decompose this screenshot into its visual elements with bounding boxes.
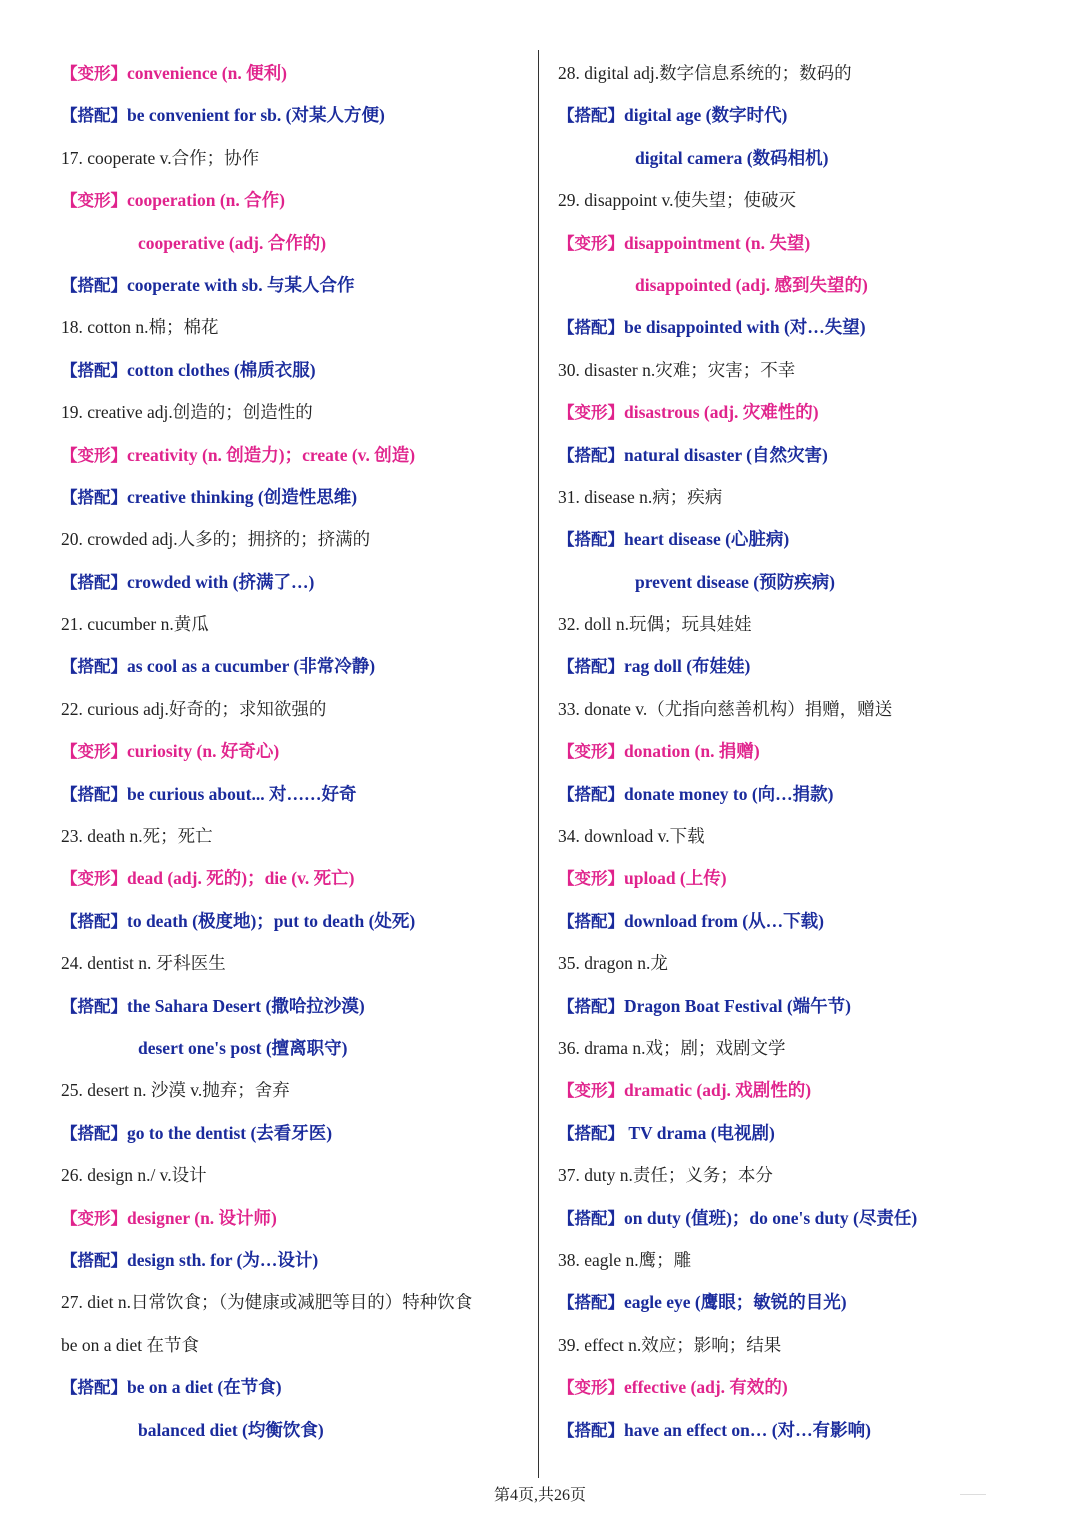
vocab-line (558, 1366, 1058, 1408)
form-tag: 【变形】 (558, 233, 624, 253)
entry-text: 32. doll n.玩偶；玩具娃娃 (558, 614, 752, 635)
vocab-line (61, 645, 529, 687)
collocation-tag: 【搭配】 (558, 1420, 624, 1440)
collocation-text: rag doll (布娃娃) (624, 656, 751, 677)
entry-text: 25. desert n. 沙漠 v.抛弃；舍弃 (61, 1080, 290, 1101)
entry-text: 20. crowded adj.人多的；拥挤的；挤满的 (61, 529, 371, 550)
form-text: disappointed (adj. 感到失望的) (635, 274, 868, 295)
vocab-line (61, 773, 529, 815)
form-text: convenience (n. 便利) (127, 63, 287, 83)
form-text: creativity (n. 创造力)；create (v. 创造) (127, 444, 416, 465)
form-text: designer (n. 设计师) (127, 1207, 277, 1228)
collocation-text: the Sahara Desert (撒哈拉沙漠) (127, 995, 365, 1016)
entry-text: 17. cooperate v.合作；协作 (61, 147, 260, 168)
collocation-text: digital camera (数码相机) (635, 147, 829, 168)
vocab-line (558, 1027, 1058, 1069)
vocab-line (61, 476, 529, 518)
form-tag: 【变形】 (61, 869, 127, 889)
form-text: disastrous (adj. 灾难性的) (624, 402, 819, 423)
vocab-line (558, 603, 1058, 645)
vocab-line (558, 1324, 1058, 1366)
form-text: dramatic (adj. 戏剧性的) (624, 1080, 812, 1101)
form-text: disappointment (n. 失望) (624, 232, 811, 253)
entry-text: 26. design n./ v.设计 (61, 1165, 207, 1186)
collocation-text: prevent disease (预防疾病) (635, 571, 835, 592)
vocab-line (558, 1112, 1058, 1154)
vocab-line (61, 1409, 529, 1451)
collocation-tag: 【搭配】 (61, 106, 127, 126)
collocation-text: to death (极度地)；put to death (处死) (127, 910, 416, 931)
vocab-line (61, 603, 529, 645)
vocab-line (558, 306, 1058, 348)
vocab-line (61, 815, 529, 857)
vocab-line (558, 773, 1058, 815)
collocation-text: go to the dentist (去看牙医) (127, 1122, 333, 1143)
collocation-text: as cool as a cucumber (非常冷静) (127, 656, 376, 677)
vocab-line (61, 518, 529, 560)
collocation-tag: 【搭配】 (61, 360, 127, 380)
entry-text: 29. disappoint v.使失望；使破灭 (558, 190, 797, 211)
form-text: dead (adj. 死的)；die (v. 死亡) (127, 868, 355, 889)
page-footer: 第4页,共26页 (493, 1487, 586, 1504)
vocab-line (558, 857, 1058, 899)
column-divider (538, 50, 539, 1478)
collocation-tag: 【搭配】 (558, 1208, 624, 1228)
collocation-text: crowded with (挤满了…) (127, 571, 315, 592)
entry-text: 30. disaster n.灾难；灾害；不幸 (558, 359, 796, 380)
collocation-text: creative thinking (创造性思维) (127, 486, 358, 507)
right-column (558, 52, 1058, 1451)
entry-text: 31. disease n.病；疾病 (558, 486, 723, 507)
collocation-text: be on a diet (在节食) (127, 1377, 282, 1398)
entry-text: 33. donate v.（尤指向慈善机构）捐赠，赠送 (558, 698, 893, 719)
vocab-line (558, 815, 1058, 857)
vocab-line (61, 900, 529, 942)
form-text: donation (n. 捐赠) (624, 741, 760, 762)
form-tag: 【变形】 (61, 191, 127, 211)
collocation-text: eagle eye (鹰眼；敏锐的目光) (624, 1292, 847, 1313)
vocab-line (61, 985, 529, 1027)
collocation-text: be disappointed with (对…失望) (624, 317, 866, 338)
collocation-tag: 【搭配】 (558, 996, 624, 1016)
collocation-text: have an effect on… (对…有影响) (624, 1419, 871, 1440)
vocab-line (558, 264, 1058, 306)
vocab-line (558, 518, 1058, 560)
vocab-line (61, 1069, 529, 1111)
entry-text: 23. death n.死；死亡 (61, 826, 213, 847)
vocab-line (558, 1069, 1058, 1111)
collocation-tag: 【搭配】 (558, 1123, 624, 1143)
entry-text: 34. download v.下载 (558, 826, 705, 847)
collocation-tag: 【搭配】 (558, 530, 624, 550)
entry-text: 21. cucumber n.黄瓜 (61, 614, 209, 635)
entry-text: 22. curious adj.好奇的；求知欲强的 (61, 698, 327, 719)
form-tag: 【变形】 (558, 742, 624, 762)
collocation-tag: 【搭配】 (558, 318, 624, 338)
vocab-line (61, 1239, 529, 1281)
vocab-line (61, 1197, 529, 1239)
vocab-line (61, 942, 529, 984)
entry-text: 24. dentist n. 牙科医生 (61, 953, 226, 974)
collocation-text: Dragon Boat Festival (端午节) (624, 995, 851, 1016)
entry-text: be on a diet 在节食 (61, 1334, 200, 1355)
collocation-text: cooperate with sb. 与某人合作 (127, 274, 355, 295)
entry-text: 27. diet n.日常饮食；（为健康或减肥等目的）特种饮食 (61, 1292, 473, 1313)
collocation-text: TV drama (电视剧) (624, 1122, 775, 1143)
vocab-line (61, 94, 529, 136)
collocation-text: balanced diet (均衡饮食) (138, 1419, 324, 1440)
vocab-line (61, 1027, 529, 1069)
left-column (61, 52, 529, 1451)
form-tag: 【变形】 (558, 869, 624, 889)
vocab-line (558, 1154, 1058, 1196)
vocab-line (558, 94, 1058, 136)
vocab-line (558, 730, 1058, 772)
form-text: cooperation (n. 合作) (127, 190, 285, 211)
entry-text: 35. dragon n.龙 (558, 953, 668, 974)
collocation-tag: 【搭配】 (61, 1250, 127, 1270)
collocation-tag: 【搭配】 (61, 572, 127, 592)
vocab-line (558, 476, 1058, 518)
form-tag: 【变形】 (61, 445, 127, 465)
vocab-line (61, 391, 529, 433)
form-tag: 【变形】 (61, 742, 127, 762)
collocation-text: be curious about... 对……好奇 (127, 783, 357, 804)
entry-text: 28. digital adj.数字信息系统的；数码的 (558, 63, 852, 83)
vocab-line (558, 900, 1058, 942)
vocab-line (61, 561, 529, 603)
vocab-line (61, 1112, 529, 1154)
vocab-line (61, 857, 529, 899)
vocab-line (61, 730, 529, 772)
vocab-line (558, 985, 1058, 1027)
collocation-tag: 【搭配】 (61, 275, 127, 295)
collocation-tag: 【搭配】 (61, 1123, 127, 1143)
collocation-text: cotton clothes (棉质衣服) (127, 359, 316, 380)
collocation-tag: 【搭配】 (61, 911, 127, 931)
entry-text: 39. effect n.效应；影响；结果 (558, 1334, 782, 1355)
vocab-line (558, 561, 1058, 603)
vocab-line (558, 391, 1058, 433)
vocab-line (558, 1239, 1058, 1281)
entry-text: 19. creative adj.创造的；创造性的 (61, 402, 313, 423)
vocab-line (558, 52, 1058, 94)
vocab-line (61, 137, 529, 179)
vocab-line (558, 179, 1058, 221)
collocation-text: digital age (数字时代) (624, 105, 788, 126)
vocab-line (558, 942, 1058, 984)
vocab-line (61, 1154, 529, 1196)
collocation-tag: 【搭配】 (558, 1293, 624, 1313)
vocab-line (61, 306, 529, 348)
form-tag: 【变形】 (558, 1081, 624, 1101)
vocab-line (61, 1366, 529, 1408)
collocation-text: download from (从…下载) (624, 910, 824, 931)
corner-mark (960, 1494, 986, 1495)
vocab-line (558, 1197, 1058, 1239)
vocab-line (61, 179, 529, 221)
entry-text: 37. duty n.责任；义务；本分 (558, 1165, 773, 1186)
vocab-line (558, 434, 1058, 476)
collocation-tag: 【搭配】 (61, 487, 127, 507)
vocab-line (558, 222, 1058, 264)
collocation-tag: 【搭配】 (558, 911, 624, 931)
entry-text: 38. eagle n.鹰；雕 (558, 1249, 692, 1270)
collocation-text: desert one's post (擅离职守) (138, 1037, 348, 1058)
collocation-tag: 【搭配】 (558, 784, 624, 804)
collocation-tag: 【搭配】 (61, 1378, 127, 1398)
collocation-tag: 【搭配】 (61, 657, 127, 677)
vocab-line (61, 349, 529, 391)
vocab-line (61, 52, 529, 94)
collocation-tag: 【搭配】 (558, 106, 624, 126)
collocation-text: natural disaster (自然灾害) (624, 444, 828, 465)
vocab-line (558, 688, 1058, 730)
collocation-tag: 【搭配】 (61, 996, 127, 1016)
collocation-tag: 【搭配】 (61, 784, 127, 804)
collocation-text: heart disease (心脏病) (624, 529, 790, 550)
collocation-text: on duty (值班)；do one's duty (尽责任) (624, 1207, 918, 1228)
vocab-line (61, 1324, 529, 1366)
entry-text: 36. drama n.戏；剧；戏剧文学 (558, 1037, 786, 1058)
form-text: upload (上传) (624, 868, 727, 889)
vocab-line (61, 434, 529, 476)
form-tag: 【变形】 (558, 1378, 624, 1398)
form-text: cooperative (adj. 合作的) (138, 232, 327, 253)
vocab-line (558, 645, 1058, 687)
form-tag: 【变形】 (61, 1208, 127, 1228)
form-tag: 【变形】 (61, 64, 127, 83)
vocab-line (558, 349, 1058, 391)
collocation-text: donate money to (向…捐款) (624, 783, 834, 804)
collocation-text: design sth. for (为…设计) (127, 1249, 319, 1270)
vocab-line (61, 688, 529, 730)
entry-text: 18. cotton n.棉；棉花 (61, 317, 219, 338)
vocab-line (61, 264, 529, 306)
vocab-line (558, 1281, 1058, 1323)
form-tag: 【变形】 (558, 403, 624, 423)
form-text: effective (adj. 有效的) (624, 1377, 788, 1398)
vocab-line (558, 137, 1058, 179)
collocation-tag: 【搭配】 (558, 445, 624, 465)
form-text: curiosity (n. 好奇心) (127, 741, 280, 762)
vocab-line (61, 222, 529, 264)
collocation-tag: 【搭配】 (558, 657, 624, 677)
vocab-line (558, 1409, 1058, 1451)
collocation-text: be convenient for sb. (对某人方便) (127, 105, 385, 126)
vocab-line (61, 1281, 529, 1323)
